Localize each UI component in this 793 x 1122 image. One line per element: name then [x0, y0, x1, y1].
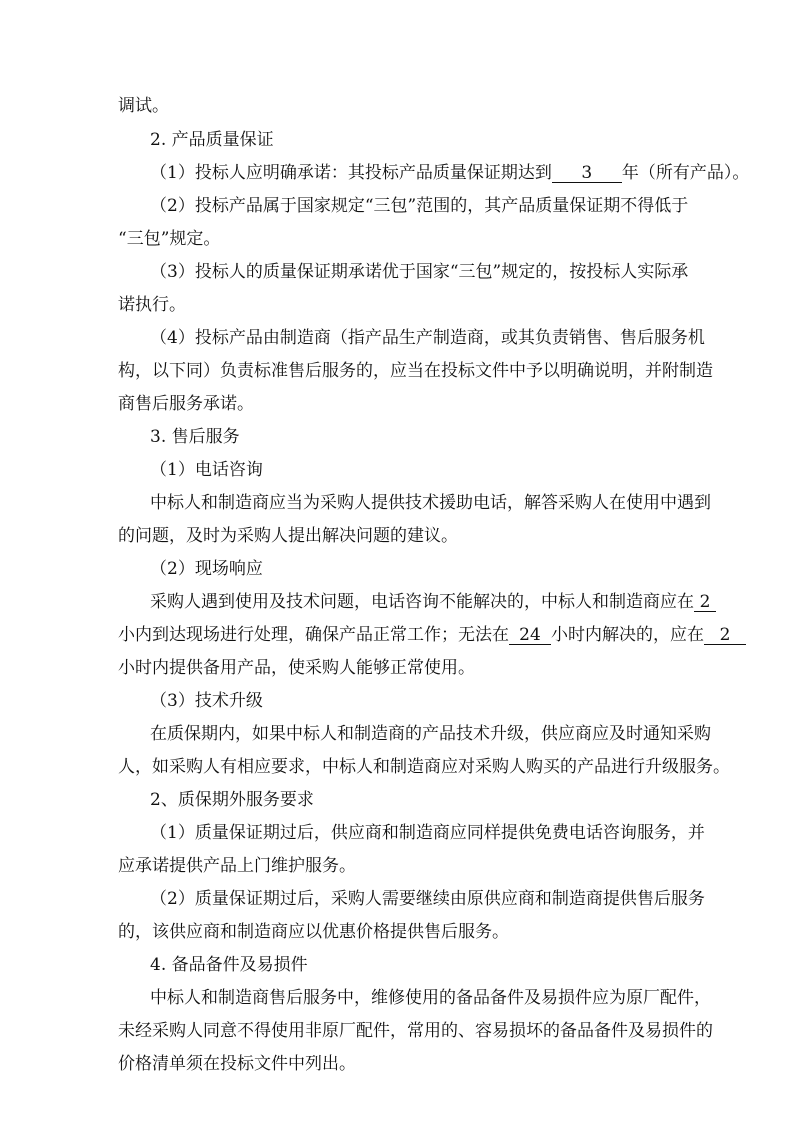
section-heading-spare-parts: 4. 备品备件及易损件: [150, 955, 308, 975]
text-line: 中标人和制造商售后服务中，维修使用的备品备件及易损件应为原厂配件，: [150, 988, 711, 1008]
text-line: （3）投标人的质量保证期承诺优于国家“三包”规定的，按投标人实际承: [150, 262, 689, 282]
text-line: 构，以下同）负责标准售后服务的，应当在投标文件中予以明确说明，并附制造: [118, 361, 713, 381]
text-line: 的问题，及时为采购人提出解决问题的建议。: [118, 526, 458, 546]
text-segment: 采购人遇到使用及技术问题，电话咨询不能解决的，中标人和制造商应在: [150, 592, 694, 612]
onsite-hours-value: 2: [694, 593, 716, 612]
text-line: 商售后服务承诺。: [118, 394, 254, 414]
warranty-years-value: 3: [552, 164, 622, 183]
text-line: 人，如采购人有相应要求，中标人和制造商应对采购人购买的产品进行升级服务。: [118, 757, 730, 777]
resolve-hours-value: 24: [509, 626, 551, 645]
text-line: 调试。: [118, 96, 169, 116]
text-line: 未经采购人同意不得使用非原厂配件，常用的、容易损坏的备品备件及易损件的: [118, 1021, 713, 1041]
text-line: 在质保期内，如果中标人和制造商的产品技术升级，供应商应及时通知采购: [150, 724, 711, 744]
subheading-onsite-response: （2）现场响应: [150, 559, 263, 579]
text-segment: （1）投标人应明确承诺：其投标产品质量保证期达到: [150, 163, 552, 183]
text-line: 中标人和制造商应当为采购人提供技术援助电话，解答采购人在使用中遇到: [150, 493, 711, 513]
text-segment: 年（所有产品）。: [621, 163, 750, 183]
text-line: （2）质量保证期过后，采购人需要继续由原供应商和制造商提供售后服务: [150, 889, 705, 909]
text-line: 的，该供应商和制造商应以优惠价格提供售后服务。: [118, 922, 509, 942]
section-heading-after-sales: 3. 售后服务: [150, 427, 240, 447]
section-heading-quality-guarantee: 2. 产品质量保证: [150, 130, 274, 150]
backup-hours-value: 2: [704, 626, 746, 645]
subheading-tech-upgrade: （3）技术升级: [150, 691, 263, 711]
text-segment: 小时内解决的，应在: [551, 625, 704, 645]
text-line: 应承诺提供产品上门维护服务。: [118, 856, 356, 876]
text-line: [118, 625, 746, 645]
text-line: “三包”规定。: [118, 229, 221, 249]
text-line: （2）投标产品属于国家规定“三包”范围的，其产品质量保证期不得低于: [150, 196, 689, 216]
text-line: 诺执行。: [118, 295, 186, 315]
text-line: [150, 163, 749, 183]
text-line: [150, 592, 716, 612]
text-line: 价格清单须在投标文件中列出。: [118, 1054, 356, 1074]
section-heading-post-warranty: 2、质保期外服务要求: [150, 790, 314, 810]
text-line: （4）投标产品由制造商（指产品生产制造商，或其负责销售、售后服务机: [150, 328, 705, 348]
text-line: （1）质量保证期过后，供应商和制造商应同样提供免费电话咨询服务，并: [150, 823, 705, 843]
text-segment: 小内到达现场进行处理，确保产品正常工作；无法在: [118, 625, 509, 645]
subheading-phone-consult: （1）电话咨询: [150, 460, 263, 480]
text-line: 小时内提供备用产品，使采购人能够正常使用。: [118, 658, 475, 678]
